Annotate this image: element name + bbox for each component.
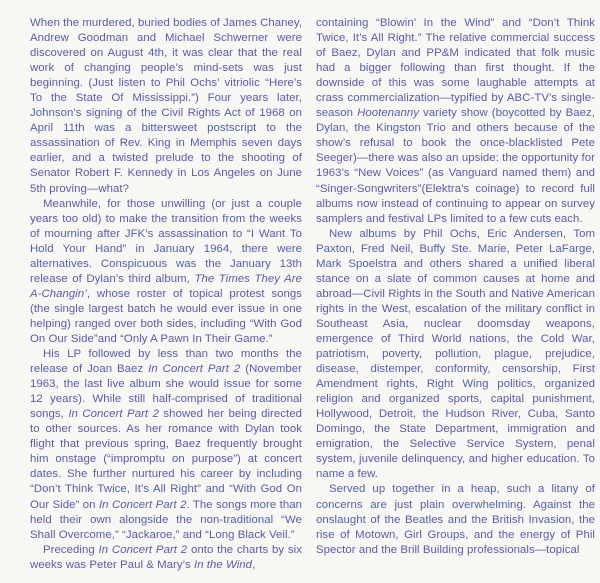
paragraph: [316, 227, 595, 483]
paragraph: [30, 543, 302, 573]
body-text: . The songs more than held their own alongside the non-traditional “We Shall Overcome,” “Jackaroe,” and “Long Black Veil.”: [30, 498, 303, 541]
body-text: Preceding: [43, 543, 99, 556]
body-text: His LP followed by less than two months the release of Joan Baez: [30, 348, 302, 376]
body-text: New albums by Phil Ochs, Eric Andersen, Tom Paxton, Fred Neil, Buffy Ste. Marie, Peter LaFarge, Mark Spoelstra and others shared a unified liberal stance on a slate of common causes at home and abroad—Civil Rights in the South and Native American rights in the West, escalation of the military conflict in Southeast Asia, nuclear doomsday weapons, emergence of Third World nations, the Cold War, patriotism, poverty, pollution, plague, prejudice, disease, distemper, conformity, censorship, First Amendment rights, Right Wing politics, organized religion and organized sports, capital punishment, Hollywood, Detroit, the Hudson River, Cuba, Santo Domingo, the State Department, immigration and emigration, the Selective Service System, penal system, juvenile delinquency, and higher education. To name a few.: [316, 227, 595, 481]
album-title-italic: In the Wind: [193, 558, 253, 571]
paragraph: [316, 16, 595, 227]
album-title-italic: In Concert Part 2: [68, 408, 159, 421]
body-text: (November 1963, the last live album she would issue for some 12 years). While still half-comprised of traditional songs,: [30, 363, 303, 421]
text-column-right: [316, 16, 595, 583]
paragraph: [30, 347, 302, 543]
album-title-italic: In Concert Part 2: [148, 363, 241, 376]
paragraph: [316, 482, 595, 557]
text-column-left: [30, 16, 302, 583]
body-text: showed her being directed to other sources. As her romance with Dylan took flight that previous spring, Baez frequently brought him onstage (“impromptu on purpose”) at concert dates. She further nurtured his career by including “Don’t Think Twice, It’s All Right” and “With God On Our Side” on: [30, 408, 303, 511]
body-text: ,: [252, 558, 256, 571]
body-text: onto the charts by six weeks was Peter Paul & Mary’s: [30, 543, 302, 571]
album-title-italic: In Concert Part 2: [98, 498, 187, 511]
body-text: variety show (boycotted by Baez, Dylan, the Kingston Trio and others because of the show’s refusal to book the once-blacklisted Pete Seeger)—there was also an upside: the opportunity for 1963’s “New Voices” (as Vanguard named them) and “Singer-Songwriters”(Elektra’s coinage) to record full albums now instead of continuing to appear on survey samplers and festival LPs limited to a few cuts each.: [316, 107, 595, 225]
album-title-italic: The Times They Are A-Changin’: [30, 272, 302, 300]
body-text: , whose roster of topical protest songs (the single largest batch he would ever issue in one helping) ranged over both sides, including “With God On Our Side”and “Only A Pawn In Their Game.”: [30, 287, 302, 345]
body-text: Served up together in a heap, such a litany of concerns are just plain overwhelming. Against the onslaught of the Beatles and the British Invasion, the rise of Motown, Girl Groups, and the energy of Phil Spector and the Brill Building professionals—topical: [316, 483, 595, 556]
body-text: When the murdered, buried bodies of James Chaney, Andrew Goodman and Michael Schwerner were discovered on August 4th, it was clear that the real work of changing people’s mind-sets was just beginning. (Just listen to Phil Ochs’ vitriolic “Here’s To the State Of Mississippi.”) Four years later, Johnson’s signing of the Civil Rights Act of 1968 on April 11th was a bittersweet postscript to the assassination of Rev. King in Memphis seven days earlier, and a twisted prelude to the shooting of Senator Robert F. Kennedy in Los Angeles on June 5th proving—what?: [30, 17, 302, 195]
paragraph: [30, 197, 302, 347]
body-text: containing “Blowin’ In the Wind” and “Don’t Think Twice, It’s All Right.” The relative commercial success of Baez, Dylan and PP&M indicated that folk music had a bigger following than first thought. If the downside of this was some laughable attempts at crass commercialization—typified by ABC-TV’s single-season: [316, 17, 595, 120]
paragraph: [30, 16, 302, 197]
album-title-italic: In Concert Part 2: [98, 543, 188, 556]
body-text: Meanwhile, for those unwilling (or just a couple years too old) to make the transition from the weeks of mourning after JFK’s assassination to “I Want To Hold Your Hand” in January 1964, there were alternatives. Conspicuous was the January 13th release of Dylan’s third album,: [30, 197, 302, 285]
album-title-italic: Hootenanny: [357, 107, 419, 120]
